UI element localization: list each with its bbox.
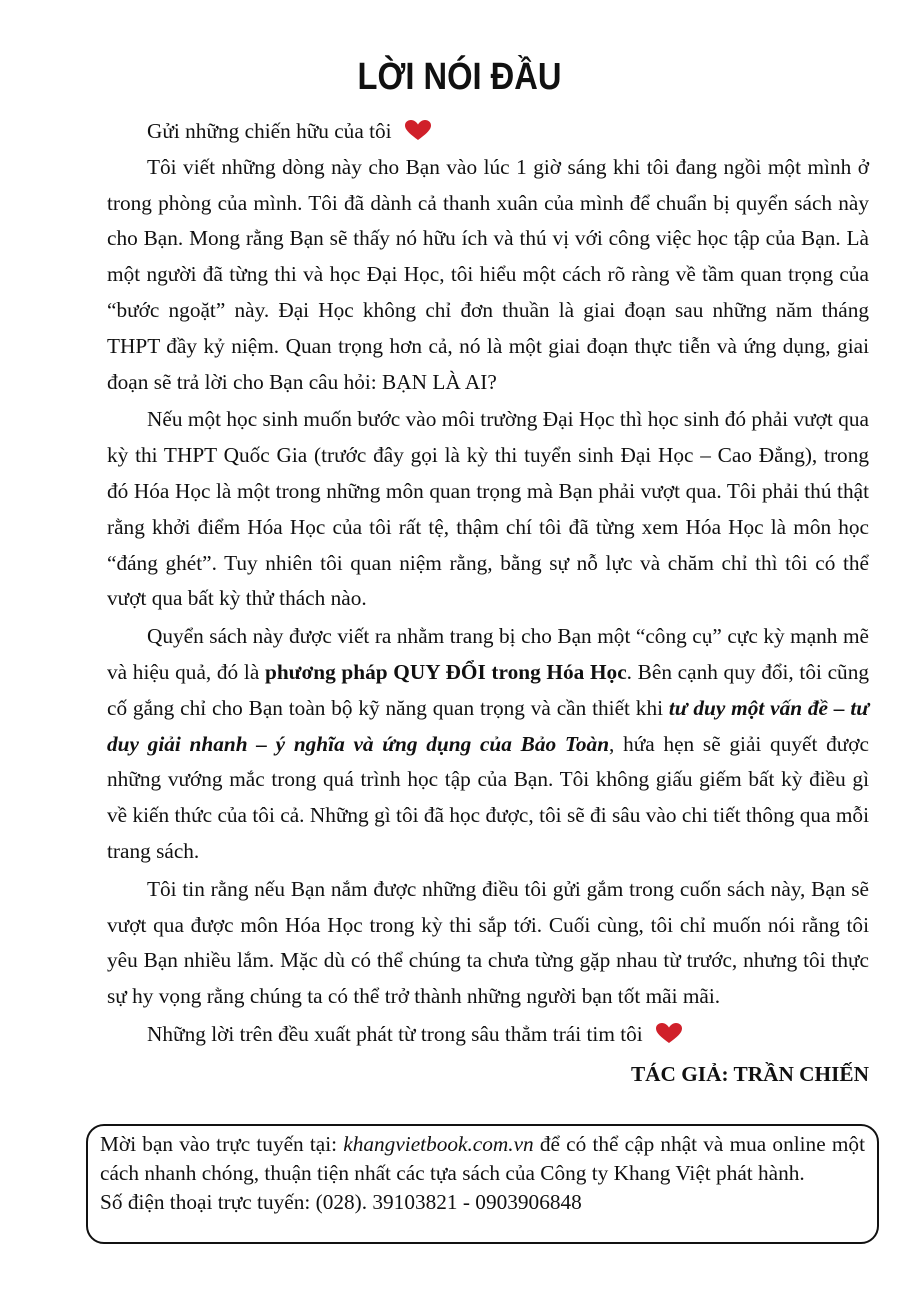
preface-body: [107, 114, 869, 1093]
greeting-line: [107, 114, 869, 150]
skills-highlight: tư duy một vấn đề – tư duy giải nhanh – ý nghĩa và ứng dụng của Bảo Toàn: [107, 695, 869, 756]
website-link[interactable]: khangvietbook.com.vn: [343, 1132, 534, 1156]
paragraph-3-part-a: Quyển sách này được viết ra nhằm trang bị cho Bạn một “công cụ” cực kỳ mạnh mẽ và hiệu quả, đó là: [107, 624, 869, 684]
author-signature: TÁC GIẢ: TRẦN CHIẾN: [630, 1061, 869, 1086]
page-title: LỜI NÓI ĐẦU: [357, 56, 562, 98]
closing-text: Những lời trên đều xuất phát từ trong sâu thẳm trái tim tôi: [147, 1021, 643, 1046]
paragraph-4: Tôi tin rằng nếu Bạn nắm được những điều tôi gửi gắm trong cuốn sách này, Bạn sẽ vượt qua được môn Hóa Học trong kỳ thi sắp tới. Cuối cùng, tôi chỉ muốn nói rằng tôi yêu Bạn nhiều lắm. Mặc dù có thể chúng ta chưa từng gặp nhau từ trước, nhưng tôi thực sự hy vọng rằng chúng ta có thể trở thành những người bạn tốt mãi mãi.: [107, 876, 869, 1009]
paragraph-1: Tôi viết những dòng này cho Bạn vào lúc 1 giờ sáng khi tôi đang ngồi một mình ở trong phòng của mình. Tôi đã dành cả thanh xuân của mình để chuẩn bị quyển sách này cho Bạn. Mong rằng Bạn sẽ thấy nó hữu ích và thú vị với công việc học tập của Bạn. Là một người đã từng thi và học Đại Học, tôi hiểu một cách rõ ràng về tầm quan trọng của “bước ngoặt” này. Đại Học không chỉ đơn thuần là giai đoạn sau những năm tháng THPT đầy kỷ niệm. Quan trọng hơn cả, nó là một giai đoạn thực tiễn và ứng dụng, giai đoạn sẽ trả lời cho Bạn câu hỏi: BẠN LÀ AI?: [107, 154, 869, 394]
method-highlight: phương pháp QUY ĐỔI trong Hóa Học: [264, 659, 627, 684]
greeting-text: Gửi những chiến hữu của tôi: [147, 119, 392, 143]
heart-icon: [655, 1022, 683, 1044]
paragraph-2: Nếu một học sinh muốn bước vào môi trường Đại Học thì học sinh đó phải vượt qua kỳ thi THPT Quốc Gia (trước đây gọi là kỳ thi tuyển sinh Đại Học – Cao Đẳng), trong đó Hóa Học là một trong những môn quan trọng mà Bạn phải vượt qua. Tôi phải thú thật rằng khởi điểm Hóa Học của tôi rất tệ, thậm chí tôi đã từng xem Hóa Học là môn học “đáng ghét”. Tuy nhiên tôi quan niệm rằng, bằng sự nỗ lực và chăm chỉ thì tôi có thể vượt qua bất kỳ thử thách nào.: [107, 407, 869, 611]
paragraph-3-part-c: , hứa hẹn sẽ giải quyết được những vướng mắc trong quá trình học tập của Bạn. Tôi không giấu giếm bất kỳ điều gì về kiến thức của tôi cả. Những gì tôi đã học được, tôi sẽ đi sâu vào chi tiết thông qua mỗi trang sách.: [107, 731, 869, 863]
notice-post: để có thể cập nhật và mua online một cách nhanh chóng, thuận tiện nhất các tựa sách của Công ty Khang Việt phát hành.: [100, 1132, 865, 1185]
notice-text: [100, 1130, 865, 1188]
heart-icon: [404, 119, 432, 141]
publisher-notice-box: [86, 1124, 879, 1244]
paragraph-3-part-b: . Bên cạnh quy đổi, tôi cũng cố gắng chỉ cho Bạn toàn bộ kỹ năng quan trọng và cần thiết khi: [107, 659, 869, 720]
closing-line: [107, 1017, 869, 1053]
phone-line: Số điện thoại trực tuyến: (028). 39103821 - 0903906848: [100, 1190, 582, 1214]
notice-pre: Mời bạn vào trực tuyến tại:: [100, 1132, 344, 1156]
paragraph-3: [107, 619, 869, 870]
